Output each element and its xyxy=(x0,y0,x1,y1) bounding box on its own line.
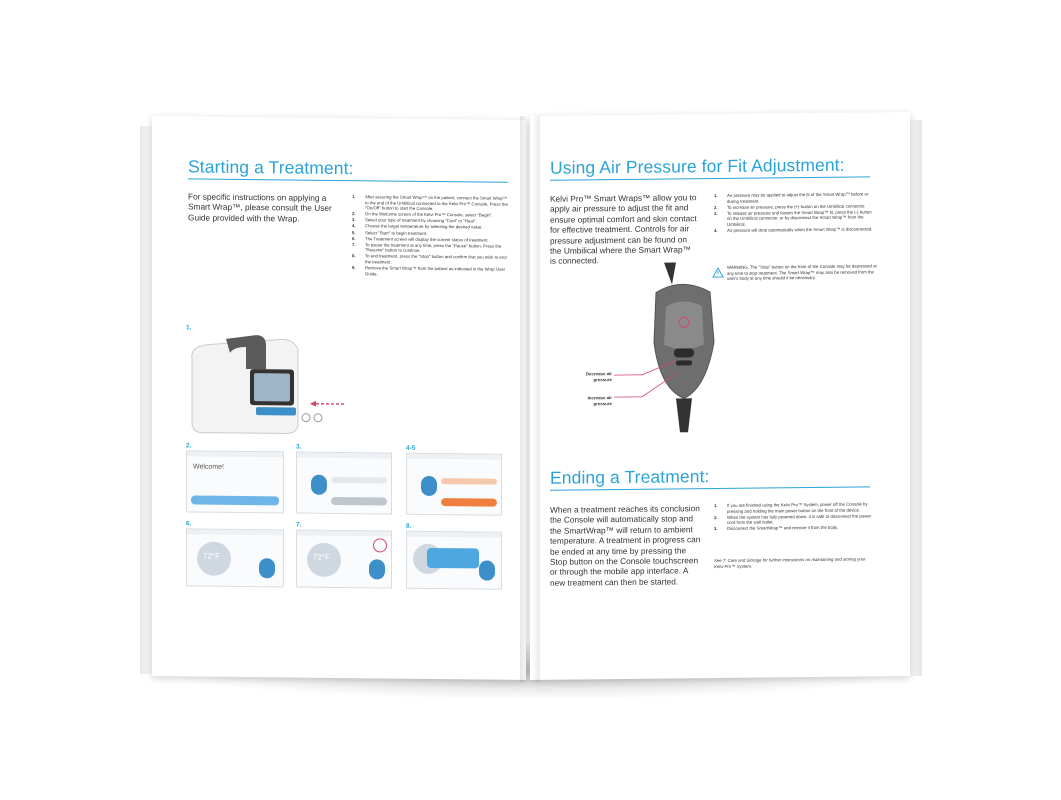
heading-ending-treatment: Ending a Treatment: xyxy=(550,466,710,488)
step-text: Air pressure may be applied to adjust the fit of the Smart Wrap™ before or during treatment. xyxy=(727,191,869,204)
screen-treatment-thumbnail xyxy=(186,528,284,587)
figure-label-4-5: 4-5 xyxy=(406,444,416,452)
step-item xyxy=(714,226,874,233)
intro-end-paragraph: When a treatment reaches its conclusion the Console will automatically stop and the SmartWrap™ will return to ambient temperature. A treatment in progress can be ended at any time by pressing the Stop button on the Console touchscreen or through the mobile app interface. A new treatment can then be started. xyxy=(550,503,701,588)
air-steps-list xyxy=(714,191,874,234)
callout-increase: Increase air pressure xyxy=(587,395,612,406)
step-text: To release air pressure and loosen the Smart Wrap™ fit, press the (-) button on the Umbilical connector, or by disconnect the Smart Wrap™ from the Umbilical. xyxy=(727,209,872,227)
callout-lines xyxy=(614,358,690,407)
start-button-disabled xyxy=(331,497,387,506)
step-number: 8. xyxy=(352,253,356,259)
step-item xyxy=(352,242,510,255)
step-number: 6. xyxy=(352,235,356,241)
welcome-text: Welcome! xyxy=(193,463,224,471)
heading-air-pressure: Using Air Pressure for Fit Adjustment: xyxy=(550,154,845,178)
wrap-icon xyxy=(259,558,275,578)
book-gutter xyxy=(520,116,540,682)
intro-paragraph: For specific instructions on applying a Smart Wrap™, please consult the User Guide provided with the Wrap. xyxy=(188,191,332,224)
wrap-icon xyxy=(421,476,437,496)
step-item xyxy=(714,525,874,532)
step-number: 2. xyxy=(714,204,718,210)
step-item xyxy=(352,194,510,212)
step-text: Select your type of treatment by choosing "Cool" or "Heat". xyxy=(365,217,477,224)
status-bar xyxy=(407,532,501,538)
left-page xyxy=(152,116,526,680)
screen-pause-thumbnail xyxy=(296,530,392,589)
step-text: To pause the treatment at any time, press the "Pause" button. Press the "Resume" button to continue. xyxy=(365,242,502,254)
status-bar xyxy=(187,529,283,535)
figure-label-2: 2. xyxy=(186,442,192,450)
step-number: 7. xyxy=(352,241,356,247)
status-bar xyxy=(297,531,391,537)
step-number: 1. xyxy=(714,503,718,509)
step-item xyxy=(714,501,874,514)
step-number: 4. xyxy=(714,228,718,234)
status-bar xyxy=(407,454,501,460)
figure-label-7: 7. xyxy=(296,521,302,529)
temperature-readout: 72°F xyxy=(313,552,330,562)
figure-label-3: 3. xyxy=(296,443,302,451)
smart-wrap-illustration xyxy=(646,262,722,433)
stop-confirm-dialog xyxy=(427,548,479,569)
warning-text: WARNING: The "Stop" button on the front of the Console may be depressed at any time to stop treatment. The Smart Wrap™ may also be removed from the user's body at any time should it be necessary. xyxy=(727,263,877,282)
step-text: To increase air pressure, press the (+) button on the Umbilical connector. xyxy=(727,203,866,210)
step-item xyxy=(714,209,874,227)
begin-button xyxy=(191,495,279,505)
step-text: Choose the target temperature by selecting the desired value. xyxy=(365,223,483,230)
figure-label-1: 1. xyxy=(186,324,192,332)
callout-decrease: Decrease air pressure xyxy=(585,371,612,382)
step-text: Remove the Smart Wrap™ from the patient as indicated in the Wrap User Guide. xyxy=(365,265,506,277)
step-text: If you are finished using the Kelvi Pro™ System, power off the Console by pressing and holding the main power button on the front of the device. xyxy=(727,501,868,514)
intro-air-paragraph: Kelvi Pro™ Smart Wraps™ allow you to apply air pressure to adjust the fit and ensure optimal comfort and skin contact for effective treatment. Controls for air pressure adjustment can be found on the Umbilical where the Smart Wrap™ is connected. xyxy=(550,192,697,267)
temperature-selector xyxy=(441,478,497,485)
step-number: 3. xyxy=(714,526,718,532)
step-item xyxy=(714,191,874,204)
heading-starting-treatment: Starting a Treatment: xyxy=(188,156,354,179)
step-item xyxy=(352,265,510,278)
step-item xyxy=(352,254,510,267)
step-text: After securing the Smart Wrap™ on the patient, connect the Smart Wrap™ to the end of the Umbilical connected to the Kelvi Pro™ Console. Press the "On/Off" button to start the Console. xyxy=(365,194,508,212)
start-button xyxy=(441,498,497,507)
step-number: 2. xyxy=(714,514,718,520)
step-number: 1. xyxy=(714,193,718,199)
screen-welcome-thumbnail xyxy=(186,450,284,513)
status-bar xyxy=(187,451,283,457)
pause-button-highlight xyxy=(373,538,387,552)
screen-select-type-thumbnail xyxy=(296,452,392,515)
step-number: 2. xyxy=(352,211,356,217)
step-text: When the system has fully powered down, it is safe to disconnect the power cord from the wall outlet. xyxy=(727,513,872,526)
start-steps-list xyxy=(352,194,510,278)
end-note: See 7: Care and Storage for further instructions on maintaining and storing your Kelvi Pro™ System. xyxy=(714,556,866,569)
right-page-edges xyxy=(908,120,922,676)
wrap-icon xyxy=(369,559,385,579)
step-text: Air pressure will drop automatically when the Smart Wrap™ is disconnected. xyxy=(727,226,873,233)
step-text: Disconnect the SmartWrap™ and remove it from the body. xyxy=(727,525,839,532)
figure-label-8: 8. xyxy=(406,522,412,530)
step-number: 1. xyxy=(352,194,356,200)
step-number: 4. xyxy=(352,223,356,229)
step-text: On the Welcome screen of the Kelvi Pro™ Console, select "Begin". xyxy=(365,211,493,218)
step-text: The Treatment screen will display the current status of treatment. xyxy=(365,235,489,243)
step-number: 3. xyxy=(714,210,718,216)
figure-label-6: 6. xyxy=(186,520,192,528)
step-item xyxy=(714,513,874,526)
step-number: 3. xyxy=(352,217,356,223)
wrap-icon xyxy=(479,560,495,580)
temperature-readout: 72°F xyxy=(203,551,220,561)
end-steps-list xyxy=(714,501,874,532)
screen-stop-confirm-thumbnail xyxy=(406,531,502,590)
wrap-icon xyxy=(311,475,327,495)
screen-temperature-thumbnail xyxy=(406,453,502,516)
console-illustration xyxy=(186,328,346,438)
step-number: 5. xyxy=(352,229,356,235)
status-bar xyxy=(297,453,391,459)
step-number: 9. xyxy=(352,265,356,271)
step-text: To end treatment, press the "Stop" button and confirm that you wish to end the treatment. xyxy=(365,253,507,265)
step-text: Select "Start" to begin treatment. xyxy=(365,229,428,236)
right-page xyxy=(530,112,910,680)
type-selector xyxy=(331,477,387,484)
